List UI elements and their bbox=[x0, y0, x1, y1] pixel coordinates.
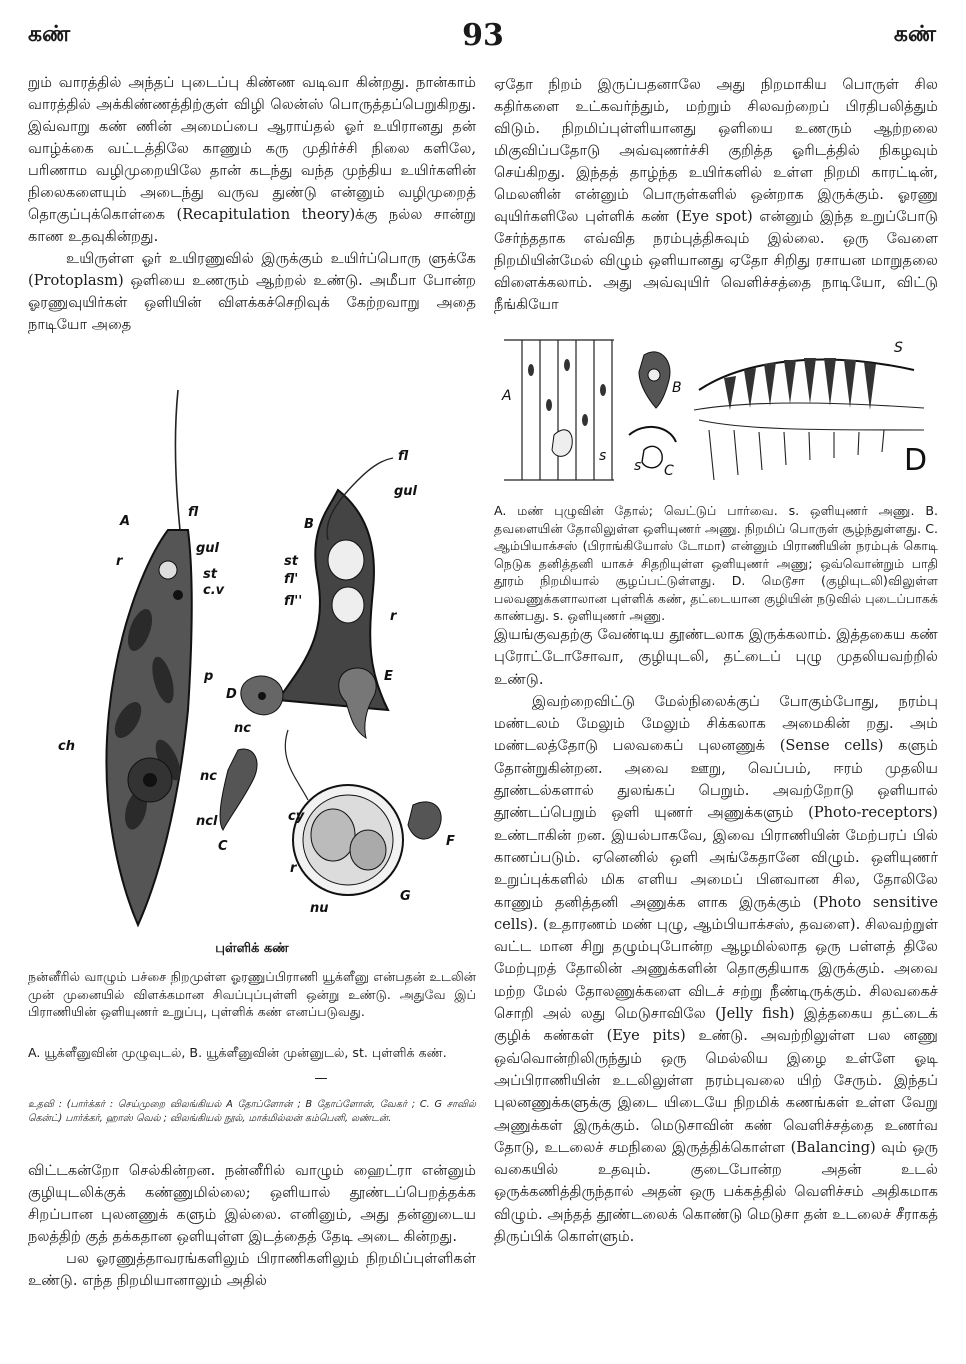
label-gul-b: gul bbox=[394, 484, 418, 499]
label-cv: c.v bbox=[203, 583, 225, 598]
label-ncl: ncl bbox=[196, 814, 218, 829]
divider bbox=[315, 1078, 327, 1079]
figure-parts-legend: A. யூக்ளீனுவின் முழுவுடல், B. யூக்ளீனுவின் முன்னுடல், st. புள்ளிக் கண். bbox=[28, 1045, 447, 1060]
label-fl-b: fl bbox=[398, 449, 409, 464]
paragraph: விட்டகன்றோ செல்கின்றன. நன்னீரில் வாழும் ஹைட்ரா என்னும் குழியுடலிக்குக் கண்ணுமில்லை; ஒளியால் தூண்டப்பெறத்தக்க சிறப்பான புலனணுக் களும் இல்லை. எனினும், அது தன்னுடைய நலத்திற் குத் தக்கதான ஒளியுள்ள இடத்தைத் தேடி அடை கின்றது. bbox=[28, 1162, 476, 1245]
running-head-right: கண் bbox=[893, 22, 936, 47]
euglena-illustration bbox=[28, 380, 476, 940]
label-r-g: r bbox=[290, 861, 297, 876]
label-A: A bbox=[502, 388, 512, 404]
paragraph: இயங்குவதற்கு வேண்டிய தூண்டலாக இருக்கலாம். இத்தகைய கண் புரோட்டோசோவா, குழியுடலி, தட்டைப் புழு முதலியவற்றில் உண்டு. bbox=[494, 626, 938, 688]
label-nu: nu bbox=[310, 901, 329, 916]
paragraph: ஏதோ நிறம் இருப்பதனாலே அது நிறமாகிய பொருள் சில கதிர்களை உட்கவர்ந்தும், மற்றும் சிலவற்றைப் பிரதிபலித்தும் விடும். நிறமிப்புள்ளியானது ஒளியை உணரும் ஆற்றலை மிகுவிப்பதோடு அவ்வுணர்ச்சி குறித்த ஓரிடத்தில் நிகழவும் செய்கிறது. இந்தத் தாழ்ந்த உயிர்களில் உள்ள நிறமி காரட்டின், மெலனின் என்னும் பொருள்களில் ஒன்றாக இருக்கும். ஓரணு வுயிர்களிலே புள்ளிக் கண் (Eye spot) என்னும் இந்த உறுப்போடு சேர்ந்ததாக எவ்வித நரம்புத்திசுவும் இல்லை. ஒரு வேளை நிறமியின்மேல் விழும் ஒளியானது ஏதோ சிறிது ரசாயன மாறுதலை விளைக்கலாம். அது அவ்வுயிர் வெளிச்சத்தை நாடியோ, விட்டு நீங்கியோ bbox=[494, 76, 938, 313]
label-st-b: st bbox=[284, 554, 298, 569]
paragraph: இவற்றைவிட்டு மேல்நிலைக்குப் போகும்போது, நரம்பு மண்டலம் மேலும் மேலும் சிக்கலாக அமைகின் றது. அம் மண்டலத்தோடு பலவகைப் புலனணுக் (Sense cells) களும் தோன்றுகின்றன. அவை ஊறு, வெப்பம், ஈரம் முதலிய தூண்டல்களால் துலங்கப் பெறும். அவற்றோடு ஒளியால் தூண்டப்பெறும் ஒளி யுணர் அணுக்களும் (Photo-receptors) உண்டாகின் றன. இயல்பாகவே, இவை பிராணியின் மேற்பரப் பில் காணப்படும். ஏனெனில் ஒளி அங்கேதானே விழும். ஒளியுணர் உறுப்புக்களில் மிக எளிய அமைப் பினவான சில, தோலிலே காணும் தனித்தனி அணுக்க ளாக இருக்கும் (Photo sensitive cells). (உதாரணம் மண் புழு, ஆம்பியாக்சஸ், தவளை). சிலவற்றுள் வட்ட மான சிறு தழும்புபோன்ற ஆழமில்லாத ஒரு பள்ளத் திலே மேற்புறத் தோலின் அணுக்களின் தொகுதியாக இருக்கும். அவை மற்ற மேல் தோலணுக்களை விடச் சற்று நீண்டிருக்கும். சிலவகைச் சொறி அல் லது மெடுசாவிலே (Jelly fish) இத்தகைய தட்டைக் குழிக் கண்கள் (Eye pits) உண்டு. அவற்றிலுள்ள பல னணு ஒவ்வொன்றிலிருந்தும் ஒரு மெல்லிய இழை உள்ளே ஓடி அப்பிராணியின் உடலிலுள்ள நரம்புவலை யிற் சேரும். இந்தப் புலனணுக்களுக்கு இடை யிடையே நிறமிக் கணங்கள் உள்ள வேறு அணுக்கள் இருக்கும். மெடுசாவின் கண் வெளிச்சத்தை உணர்வ தோடு, உடலைச் சமநிலை இருத்திக்கொள்ள (Balancing) வும் ஒரு வகையில் உதவும். குடைபோன்ற அதன் உடல் ஒருக்கணித்திருந்தால் அதன் ஒரு பக்கத்தில் வெளிச்சம் அதிகமாக விழும். அந்தத் தூண்டலைக் கொண்டு மெடுசா தன் உடலைச் சீராகத் திருப்பிக் கொள்ளும். bbox=[494, 692, 938, 1246]
label-fl1: fl' bbox=[284, 572, 299, 587]
left-column-top bbox=[28, 72, 476, 336]
label-gul: gul bbox=[196, 541, 220, 556]
figure-caption: A. மண் புழுவின் தோல்; வெட்டுப் பார்வை. s. ஒளியுணர் அணு. B. தவளையின் தோலிலுள்ள ஒளியுணர் அணு. நிறமிப் பொருள் சூழ்ந்துள்ளது. C. ஆம்பியாக்சஸ் (பிராங்கியோஸ் டோமா) என்னும் பிராணியின் நரம்புக் கொடி நெடுக தனித்தனி யாகச் சிதறியுள்ள ஒளியுணர் அணு; ஒவ்வொன்றும் பாதி தூரம் நிறமியால் சூழப்பட்டுள்ளது. D. மெடூசா (குழியுடலி)விலுள்ள பலவணுக்களாலான புள்ளிக் கண், தட்டையான குழியின் நடுவில் புடைப்பாகக் காண்பது. s. ஒளியுணர் அணு. bbox=[494, 503, 938, 623]
label-s: s bbox=[599, 448, 607, 464]
label-s-c: s bbox=[634, 458, 642, 474]
label-C: C bbox=[218, 839, 228, 854]
label-E: E bbox=[384, 669, 393, 684]
label-B: B bbox=[304, 517, 314, 532]
label-D: D bbox=[226, 687, 237, 702]
label-st: st bbox=[203, 567, 217, 582]
right-column-bottom bbox=[494, 624, 938, 1248]
paragraph: உயிருள்ள ஓர் உயிரணுவில் இருக்கும் உயிர்ப்பொரு ளுக்கே (Protoplasm) ஒளியை உணரும் ஆற்றல் உண்டு. அமீபா போன்ற ஓரணுவுயிர்கள் ஒளியின் விளக்கச்செறிவுக் கேற்றவாறு அதை நாடியோ அதை bbox=[28, 250, 476, 333]
label-p: p bbox=[204, 669, 214, 684]
page-number: 93 bbox=[462, 18, 504, 53]
label-r: r bbox=[116, 554, 123, 569]
label-ch: ch bbox=[58, 739, 75, 754]
label-D: D bbox=[904, 443, 928, 478]
paragraph: பல ஓரணுத்தாவரங்களிலும் பிராணிகளிலும் நிறமிப்புள்ளிகள் உண்டு. எந்த நிறமியானாலும் அதில் bbox=[28, 1250, 476, 1289]
label-B: B bbox=[672, 380, 682, 396]
label-cy: cy bbox=[288, 809, 305, 824]
label-G: G bbox=[400, 889, 411, 904]
label-nc: nc bbox=[200, 769, 217, 784]
label-A: A bbox=[120, 514, 131, 529]
figure-title: புள்ளிக் கண் bbox=[215, 941, 289, 956]
running-head-left: கண் bbox=[28, 22, 71, 47]
label-r-b: r bbox=[390, 609, 397, 624]
figure-caption: நன்னீரில் வாழும் பச்சை நிறமுள்ள ஓரணுப்பிராணி யூக்ளீனு என்பதன் உடலின் முன் முனையில் விளக்கமான சிவப்புப்புள்ளி ஒன்று உண்டு. அதுவே இப் பிராணியின் ஒளியுணர் உறுப்பு, புள்ளிக் கண் எனப்படுவது. bbox=[28, 969, 476, 1019]
eyespot-illustration bbox=[494, 330, 938, 490]
right-column-top bbox=[494, 74, 938, 316]
label-nc-d: nc bbox=[234, 721, 251, 736]
label-fl: fl bbox=[188, 505, 199, 520]
label-fl2: fl'' bbox=[284, 594, 303, 609]
paragraph: றும் வாரத்தில் அந்தப் புடைப்பு கிண்ண வடிவா கின்றது. நான்காம் வாரத்தில் அக்கிண்ணத்திற்குள் விழி லென்ஸ் பொருத்தப்பெறுகிறது. இவ்வாறு கண் ணின் அமைப்பை ஆராய்தல் ஓர் உயிரானது தன் வாழ்க்கை வட்டத்திலே காணும் கரு முதிர்ச்சி நிலை களிலே, பரிணாம வழிமுறையிலே தான் கடந்து வந்த முந்திய உயிர்களின் நிலைகளையும் அடைந்து வருவ துண்டு என்னும் வழிமுறைத் தொகுப்புக்கொள்கை (Recapitulation theory)க்கு நல்ல சான்று காண உதவுகின்றது. bbox=[28, 74, 476, 245]
reference-note: உதவி : (பார்க்கர் : செய்முறை விலங்கியல் A தோப்ளோன் ; B தோப்ளோன், வேகர் ; C. G சாவில் கென்ட்) பார்க்கர், ஹாஸ் வெல் ; விலங்கியல் நூல், மாக்மில்லன் கம்பெனி, லண்டன். bbox=[28, 1099, 476, 1124]
label-F: F bbox=[446, 834, 455, 849]
label-S: S bbox=[894, 340, 903, 356]
label-C: C bbox=[664, 463, 674, 479]
left-column-bottom bbox=[28, 1160, 476, 1292]
